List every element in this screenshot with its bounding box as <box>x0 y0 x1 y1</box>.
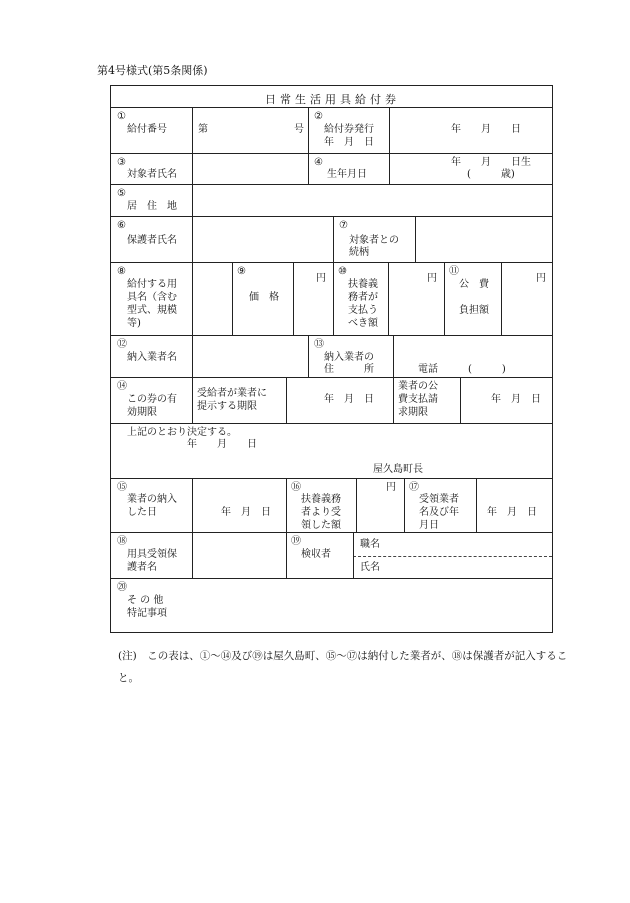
rule <box>286 532 287 578</box>
rule <box>192 107 193 184</box>
cell-number: ⑳ <box>117 582 127 593</box>
presentation-deadline-label: 受給者が業者に <box>197 388 267 399</box>
delivery-date-field[interactable]: 年 月 日 <box>221 507 271 518</box>
decision-text: 上記のとおり決定する。 <box>127 427 237 438</box>
rule <box>393 377 394 423</box>
receiving-guardian-label-sub: 護者名 <box>127 562 157 573</box>
rule <box>111 184 552 185</box>
cell-number: ⑱ <box>117 536 127 547</box>
presentation-deadline-field[interactable]: 年 月 日 <box>324 394 374 405</box>
dashed-rule <box>353 556 552 557</box>
validity-label: この券の有 <box>127 394 177 405</box>
receiving-supplier-date-field[interactable]: 年 月 日 <box>487 507 537 518</box>
decision-date-field[interactable]: 年 月 日 <box>187 439 257 450</box>
relationship-label: 対象者との <box>349 235 399 246</box>
cell-number: ⑲ <box>291 536 301 547</box>
cell-number: ⑯ <box>291 482 301 493</box>
guardian-payment-label-4: べき額 <box>348 318 378 329</box>
price-unit: 円 <box>316 273 326 284</box>
inspector-title-field[interactable]: 職名 <box>360 539 380 550</box>
cell-number: ⑦ <box>339 220 348 231</box>
rule <box>293 262 294 335</box>
rule <box>111 377 552 378</box>
cell-number: ⑪ <box>449 266 459 277</box>
cell-number: ⑥ <box>117 220 126 231</box>
rule <box>308 335 309 377</box>
remarks-label: そ の 他 <box>127 595 164 606</box>
receiving-supplier-label-2: 名及び年 <box>419 507 459 518</box>
equipment-name-label-3: 型式、規模 <box>127 305 177 316</box>
rule <box>192 216 193 262</box>
voucher-number-suffix: 号 <box>294 124 304 135</box>
receiving-supplier-label: 受領業者 <box>419 494 459 505</box>
rule <box>444 262 445 335</box>
price-label: 価 格 <box>249 292 279 303</box>
rule <box>460 377 461 423</box>
mayor-title: 屋久島町長 <box>373 464 423 475</box>
equipment-name-label-4: 等) <box>127 318 141 329</box>
cell-number: ③ <box>117 157 126 168</box>
rule <box>111 153 552 154</box>
issue-date-field[interactable]: 年 月 日 <box>451 124 521 135</box>
rule <box>192 377 193 423</box>
rule <box>388 262 389 335</box>
guardian-payment-label-2: 務者が <box>348 292 378 303</box>
public-burden-label-2: 負担額 <box>459 305 489 316</box>
form-number-label: 第4号様式(第5条関係) <box>97 64 208 77</box>
birth-date-label: 生年月日 <box>327 169 367 180</box>
supplier-phone-field[interactable]: 電話 ( ) <box>418 364 506 375</box>
rule <box>389 107 390 184</box>
rule <box>111 335 552 336</box>
inspector-label: 検収者 <box>301 549 331 560</box>
recipient-name-label: 対象者氏名 <box>127 169 177 180</box>
guardian-payment-label-3: 支払う <box>348 305 378 316</box>
rule <box>356 478 357 532</box>
presentation-deadline-label-sub: 提示する期限 <box>197 401 257 412</box>
cell-number: ② <box>314 111 323 122</box>
rule <box>111 216 552 217</box>
voucher-number-prefix: 第 <box>198 124 208 135</box>
public-burden-label: 公 費 <box>459 279 489 290</box>
received-amount-unit: 円 <box>386 482 396 493</box>
rule <box>192 532 193 578</box>
received-amount-label-2: 者より受 <box>301 507 341 518</box>
cell-number: ⑧ <box>117 266 126 277</box>
rule <box>393 335 394 377</box>
rule <box>353 532 354 578</box>
voucher-number-label: 給付番号 <box>127 124 167 135</box>
cell-number: ⑮ <box>117 482 127 493</box>
guardian-payment-label: 扶養義 <box>348 279 378 290</box>
rule <box>333 216 334 262</box>
issue-date-label: 給付券発行 <box>324 124 374 135</box>
validity-label-sub: 効期限 <box>127 407 157 418</box>
rule <box>192 335 193 377</box>
receiving-supplier-label-3: 月日 <box>419 520 439 531</box>
rule <box>501 262 502 335</box>
cell-number: ⑬ <box>314 339 324 350</box>
supplier-name-label: 納入業者名 <box>127 352 177 363</box>
rule <box>111 107 552 108</box>
receiving-guardian-label: 用具受領保 <box>127 549 177 560</box>
delivery-date-label-sub: した日 <box>127 507 157 518</box>
rule <box>192 262 193 335</box>
rule <box>404 478 405 532</box>
rule <box>111 423 552 424</box>
public-burden-unit: 円 <box>536 273 546 284</box>
payment-claim-deadline-field[interactable]: 年 月 日 <box>491 394 541 405</box>
rule <box>476 478 477 532</box>
supplier-address-label: 納入業者の <box>324 352 374 363</box>
cell-number: ⑭ <box>117 381 127 392</box>
rule <box>192 478 193 532</box>
received-amount-label-3: 領した額 <box>301 520 341 531</box>
rule <box>232 262 233 335</box>
rule <box>192 184 193 216</box>
cell-number: ⑰ <box>409 482 419 493</box>
guardian-payment-unit: 円 <box>427 273 437 284</box>
rule <box>333 262 334 335</box>
footnote: (注) この表は、①～⑭及び⑲は屋久島町、⑮～⑰は納付した業者が、⑱は保護者が記入すること。 <box>118 650 568 684</box>
cell-number: ① <box>117 111 126 122</box>
remarks-label-sub: 特記事項 <box>127 608 167 619</box>
rule <box>111 578 552 579</box>
issue-date-label-sub: 年 月 日 <box>324 137 374 148</box>
payment-claim-deadline-label-2: 費支払請 <box>398 394 438 405</box>
delivery-date-label: 業者の納入 <box>127 494 177 505</box>
cell-number: ⑨ <box>237 266 246 277</box>
rule <box>111 478 552 479</box>
benefit-voucher-form <box>110 85 553 633</box>
cell-number: ⑩ <box>338 266 347 277</box>
cell-number: ⑫ <box>117 339 127 350</box>
equipment-name-label-2: 具名（含む <box>127 292 177 303</box>
received-amount-label: 扶養義務 <box>301 494 341 505</box>
residence-label: 居 住 地 <box>127 201 177 212</box>
birth-date-field[interactable]: 年 月 日生 <box>451 157 531 168</box>
rule <box>308 107 309 184</box>
rule <box>111 262 552 263</box>
relationship-label-sub: 続柄 <box>349 247 369 258</box>
cell-number: ④ <box>314 157 323 168</box>
cell-number: ⑤ <box>117 188 126 199</box>
guardian-name-label: 保護者氏名 <box>127 235 177 246</box>
inspector-name-field[interactable]: 氏名 <box>360 562 380 573</box>
rule <box>415 216 416 262</box>
equipment-name-label: 給付する用 <box>127 279 177 290</box>
payment-claim-deadline-label-3: 求期限 <box>398 407 428 418</box>
age-field[interactable]: ( 歳) <box>467 169 515 180</box>
supplier-address-label-sub: 住 所 <box>324 364 374 375</box>
payment-claim-deadline-label: 業者の公 <box>398 381 438 392</box>
rule <box>286 377 287 423</box>
form-title: 日常生活用具給付券 <box>265 93 400 106</box>
rule <box>286 478 287 532</box>
